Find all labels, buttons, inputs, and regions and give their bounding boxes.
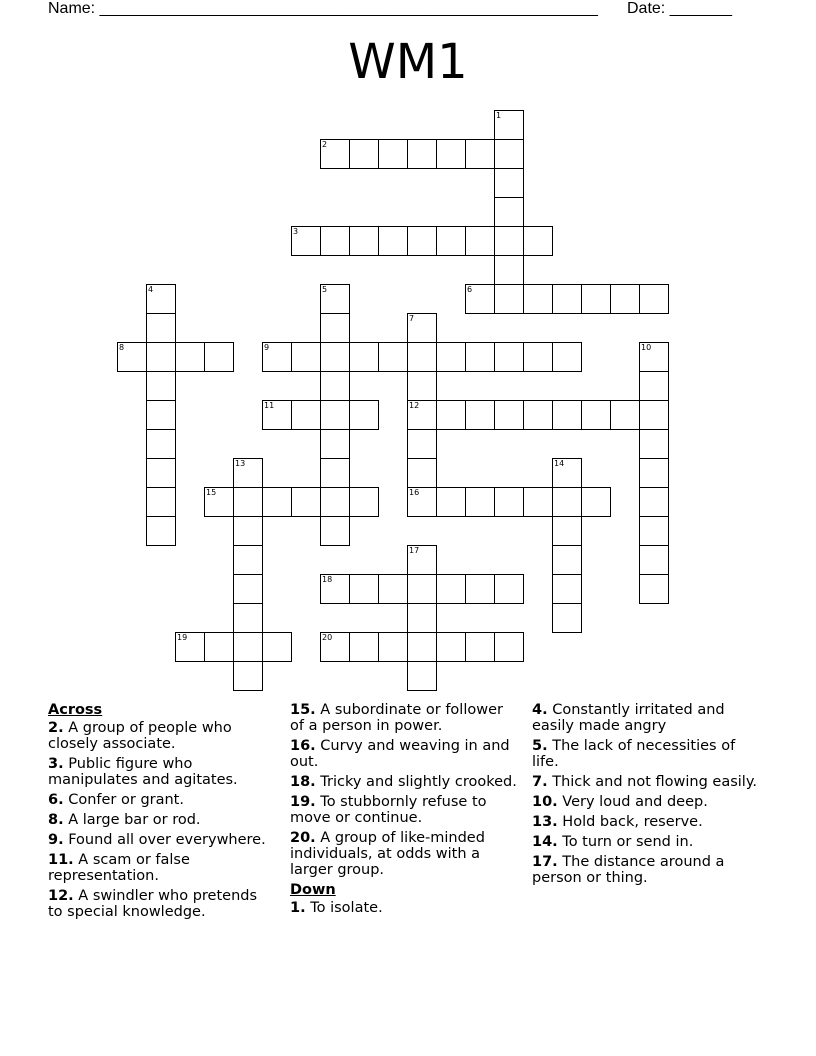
crossword-cell[interactable] xyxy=(465,284,495,314)
clue-number: 10. xyxy=(532,794,558,810)
across-heading: Across xyxy=(48,702,103,718)
crossword-cell[interactable] xyxy=(436,632,466,662)
crossword-cell[interactable] xyxy=(407,429,437,459)
clue-item xyxy=(290,774,520,790)
crossword-cell[interactable] xyxy=(465,574,495,604)
clue-item xyxy=(532,702,762,734)
crossword-cell[interactable] xyxy=(291,487,321,517)
crossword-cell[interactable] xyxy=(291,400,321,430)
crossword-cell[interactable] xyxy=(146,487,176,517)
crossword-cell[interactable] xyxy=(233,458,263,488)
clue-text: Found all over everywhere. xyxy=(63,832,266,848)
crossword-cell[interactable] xyxy=(407,139,437,169)
clue-number: 14. xyxy=(532,834,558,850)
clue-item xyxy=(48,812,273,828)
crossword-cell[interactable] xyxy=(262,632,292,662)
crossword-cell[interactable] xyxy=(639,516,669,546)
crossword-cell[interactable] xyxy=(320,574,350,604)
clue-number: 12. xyxy=(48,888,74,904)
crossword-cell[interactable] xyxy=(465,139,495,169)
clue-item xyxy=(290,900,520,916)
clue-number: 7 xyxy=(409,314,415,323)
crossword-cell[interactable] xyxy=(320,313,350,343)
clues-column-1 xyxy=(48,702,273,924)
crossword-cell[interactable] xyxy=(523,400,553,430)
clue-number: 13. xyxy=(532,814,558,830)
crossword-cell[interactable] xyxy=(552,458,582,488)
crossword-cell[interactable] xyxy=(146,284,176,314)
crossword-cell[interactable] xyxy=(349,139,379,169)
crossword-cell[interactable] xyxy=(233,661,263,691)
crossword-cell[interactable] xyxy=(146,371,176,401)
clue-text: Constantly irritated and easily made angry xyxy=(532,702,725,734)
clue-number: 4 xyxy=(148,285,154,294)
crossword-cell[interactable] xyxy=(407,632,437,662)
clue-text: A large bar or rod. xyxy=(63,812,201,828)
clue-item xyxy=(48,852,273,884)
crossword-cell[interactable] xyxy=(436,400,466,430)
clue-number: 12 xyxy=(409,401,420,410)
clue-item xyxy=(532,738,762,770)
clue-text: A group of like-minded individuals, at odds with a larger group. xyxy=(290,830,485,878)
crossword-cell[interactable] xyxy=(436,226,466,256)
clue-item xyxy=(290,794,520,826)
crossword-cell[interactable] xyxy=(436,139,466,169)
crossword-cell[interactable] xyxy=(494,284,524,314)
crossword-cell[interactable] xyxy=(349,400,379,430)
clues-column-3 xyxy=(532,702,762,890)
crossword-cell[interactable] xyxy=(465,342,495,372)
crossword-cell[interactable] xyxy=(175,632,205,662)
clue-number: 20. xyxy=(290,830,316,846)
crossword-cell[interactable] xyxy=(349,632,379,662)
clue-number: 16 xyxy=(409,488,420,497)
crossword-cell[interactable] xyxy=(639,487,669,517)
crossword-cell[interactable] xyxy=(465,400,495,430)
crossword-cell[interactable] xyxy=(552,516,582,546)
clue-number: 3 xyxy=(293,227,299,236)
clue-text: Confer or grant. xyxy=(63,792,184,808)
crossword-cell[interactable] xyxy=(552,603,582,633)
crossword-cell[interactable] xyxy=(146,342,176,372)
clue-number: 5. xyxy=(532,738,548,754)
crossword-cell[interactable] xyxy=(436,487,466,517)
clue-text: To turn or send in. xyxy=(557,834,694,850)
crossword-cell[interactable] xyxy=(494,574,524,604)
crossword-cell[interactable] xyxy=(639,371,669,401)
clue-text: Thick and not flowing easily. xyxy=(547,774,757,790)
crossword-cell[interactable] xyxy=(639,284,669,314)
crossword-cell[interactable] xyxy=(639,342,669,372)
clue-number: 19 xyxy=(177,633,188,642)
crossword-cell[interactable] xyxy=(378,226,408,256)
crossword-cell[interactable] xyxy=(320,139,350,169)
crossword-cell[interactable] xyxy=(639,545,669,575)
crossword-cell[interactable] xyxy=(233,574,263,604)
clue-text: A swindler who pretends to special knowledge. xyxy=(48,888,258,920)
crossword-cell[interactable] xyxy=(233,632,263,662)
crossword-cell[interactable] xyxy=(436,342,466,372)
crossword-cell[interactable] xyxy=(407,574,437,604)
clue-number: 8 xyxy=(119,343,125,352)
clue-text: A subordinate or follower of a person in power. xyxy=(290,702,503,734)
clue-item xyxy=(290,830,520,878)
crossword-cell[interactable] xyxy=(407,458,437,488)
clue-number: 17 xyxy=(409,546,420,555)
clue-number: 9 xyxy=(264,343,270,352)
clue-number: 13 xyxy=(235,459,246,468)
clue-text: Hold back, reserve. xyxy=(557,814,703,830)
clue-number: 10 xyxy=(641,343,652,352)
crossword-cell[interactable] xyxy=(233,516,263,546)
crossword-cell[interactable] xyxy=(465,632,495,662)
crossword-cell[interactable] xyxy=(378,139,408,169)
crossword-cell[interactable] xyxy=(581,487,611,517)
clue-number: 16. xyxy=(290,738,316,754)
clue-text: The lack of necessities of life. xyxy=(532,738,736,770)
crossword-cell[interactable] xyxy=(146,516,176,546)
crossword-cell[interactable] xyxy=(523,342,553,372)
crossword-cell[interactable] xyxy=(465,487,495,517)
clue-text: Tricky and slightly crooked. xyxy=(315,774,517,790)
clue-number: 3. xyxy=(48,756,64,772)
clue-item xyxy=(48,832,273,848)
clue-text: Very loud and deep. xyxy=(557,794,708,810)
crossword-cell[interactable] xyxy=(407,371,437,401)
clues-column-2 xyxy=(290,702,520,920)
down-heading: Down xyxy=(290,882,336,898)
crossword-cell[interactable] xyxy=(523,284,553,314)
crossword-cell[interactable] xyxy=(262,487,292,517)
crossword-cell[interactable] xyxy=(407,661,437,691)
clue-item xyxy=(48,792,273,808)
crossword-cell[interactable] xyxy=(581,400,611,430)
clue-number: 4. xyxy=(532,702,548,718)
clue-text: To stubbornly refuse to move or continue. xyxy=(290,794,487,826)
crossword-cell[interactable] xyxy=(233,545,263,575)
crossword-cell[interactable] xyxy=(407,400,437,430)
clue-number: 18. xyxy=(290,774,316,790)
crossword-cell[interactable] xyxy=(523,487,553,517)
crossword-cell[interactable] xyxy=(378,342,408,372)
clue-number: 11 xyxy=(264,401,275,410)
crossword-cell[interactable] xyxy=(146,429,176,459)
crossword-cell[interactable] xyxy=(494,342,524,372)
crossword-cell[interactable] xyxy=(262,400,292,430)
crossword-cell[interactable] xyxy=(523,226,553,256)
clue-number: 1. xyxy=(290,900,306,916)
crossword-cell[interactable] xyxy=(349,342,379,372)
crossword-cell[interactable] xyxy=(494,226,524,256)
crossword-cell[interactable] xyxy=(320,487,350,517)
crossword-cell[interactable] xyxy=(581,284,611,314)
date-field-label: Date: _______ xyxy=(627,0,732,17)
crossword-cell[interactable] xyxy=(320,458,350,488)
clue-number: 6 xyxy=(467,285,473,294)
crossword-cell[interactable] xyxy=(320,632,350,662)
crossword-cell[interactable] xyxy=(639,458,669,488)
clue-number: 7. xyxy=(532,774,548,790)
clue-number: 2 xyxy=(322,140,328,149)
crossword-cell[interactable] xyxy=(552,400,582,430)
crossword-cell[interactable] xyxy=(320,400,350,430)
clue-item xyxy=(532,854,762,886)
crossword-cell[interactable] xyxy=(320,342,350,372)
clue-text: Curvy and weaving in and out. xyxy=(290,738,510,770)
crossword-cell[interactable] xyxy=(552,342,582,372)
clue-item xyxy=(290,738,520,770)
crossword-cell[interactable] xyxy=(291,226,321,256)
name-field-label: Name: ________________________________________________________ xyxy=(48,0,598,17)
crossword-cell[interactable] xyxy=(349,487,379,517)
crossword-cell[interactable] xyxy=(610,400,640,430)
clue-number: 11. xyxy=(48,852,74,868)
clue-number: 15 xyxy=(206,488,217,497)
crossword-cell[interactable] xyxy=(436,574,466,604)
clue-text: To isolate. xyxy=(305,900,383,916)
crossword-cell[interactable] xyxy=(639,400,669,430)
crossword-cell[interactable] xyxy=(233,487,263,517)
crossword-cell[interactable] xyxy=(233,603,263,633)
crossword-cell[interactable] xyxy=(175,342,205,372)
crossword-cell[interactable] xyxy=(552,284,582,314)
clue-item xyxy=(290,702,520,734)
crossword-cell[interactable] xyxy=(407,545,437,575)
crossword-cell[interactable] xyxy=(320,429,350,459)
crossword-cell[interactable] xyxy=(494,139,524,169)
crossword-cell[interactable] xyxy=(204,632,234,662)
crossword-cell[interactable] xyxy=(407,487,437,517)
crossword-cell[interactable] xyxy=(494,632,524,662)
crossword-cell[interactable] xyxy=(407,226,437,256)
clue-number: 19. xyxy=(290,794,316,810)
crossword-cell[interactable] xyxy=(407,603,437,633)
clue-text: A group of people who closely associate. xyxy=(48,720,232,752)
clue-text: A scam or false representation. xyxy=(48,852,190,884)
crossword-cell[interactable] xyxy=(552,487,582,517)
crossword-cell[interactable] xyxy=(204,342,234,372)
puzzle-title: WM1 xyxy=(348,34,468,90)
clue-item xyxy=(532,794,762,810)
clue-item xyxy=(532,834,762,850)
crossword-cell[interactable] xyxy=(552,574,582,604)
clue-item xyxy=(532,814,762,830)
crossword-cell[interactable] xyxy=(610,284,640,314)
clue-number: 6. xyxy=(48,792,64,808)
crossword-cell[interactable] xyxy=(552,545,582,575)
clue-number: 1 xyxy=(496,111,502,120)
clue-number: 8. xyxy=(48,812,64,828)
crossword-cell[interactable] xyxy=(320,371,350,401)
crossword-cell[interactable] xyxy=(639,429,669,459)
crossword-cell[interactable] xyxy=(320,226,350,256)
crossword-cell[interactable] xyxy=(494,487,524,517)
crossword-cell[interactable] xyxy=(320,284,350,314)
clue-item xyxy=(532,774,762,790)
crossword-cell[interactable] xyxy=(349,226,379,256)
clue-number: 14 xyxy=(554,459,565,468)
crossword-cell[interactable] xyxy=(146,400,176,430)
clue-number: 15. xyxy=(290,702,316,718)
crossword-cell[interactable] xyxy=(465,226,495,256)
crossword-cell[interactable] xyxy=(407,342,437,372)
clue-text: The distance around a person or thing. xyxy=(532,854,725,886)
clue-number: 9. xyxy=(48,832,64,848)
crossword-cell[interactable] xyxy=(407,313,437,343)
crossword-cell[interactable] xyxy=(494,255,524,285)
crossword-cell[interactable] xyxy=(262,342,292,372)
clue-number: 17. xyxy=(532,854,558,870)
crossword-cell[interactable] xyxy=(494,110,524,140)
clue-item xyxy=(48,888,273,920)
crossword-cell[interactable] xyxy=(320,516,350,546)
crossword-cell[interactable] xyxy=(494,400,524,430)
clue-number: 18 xyxy=(322,575,333,584)
crossword-cell[interactable] xyxy=(146,458,176,488)
crossword-cell[interactable] xyxy=(291,342,321,372)
clue-item xyxy=(48,720,273,752)
clue-number: 20 xyxy=(322,633,333,642)
crossword-cell[interactable] xyxy=(349,574,379,604)
crossword-cell[interactable] xyxy=(204,487,234,517)
clue-number: 5 xyxy=(322,285,328,294)
crossword-cell[interactable] xyxy=(494,168,524,198)
crossword-cell[interactable] xyxy=(378,632,408,662)
crossword-cell[interactable] xyxy=(146,313,176,343)
crossword-cell[interactable] xyxy=(378,574,408,604)
clue-text: Public figure who manipulates and agitates. xyxy=(48,756,238,788)
crossword-cell[interactable] xyxy=(494,197,524,227)
clue-number: 2. xyxy=(48,720,64,736)
crossword-cell[interactable] xyxy=(639,574,669,604)
clue-item xyxy=(48,756,273,788)
crossword-cell[interactable] xyxy=(117,342,147,372)
